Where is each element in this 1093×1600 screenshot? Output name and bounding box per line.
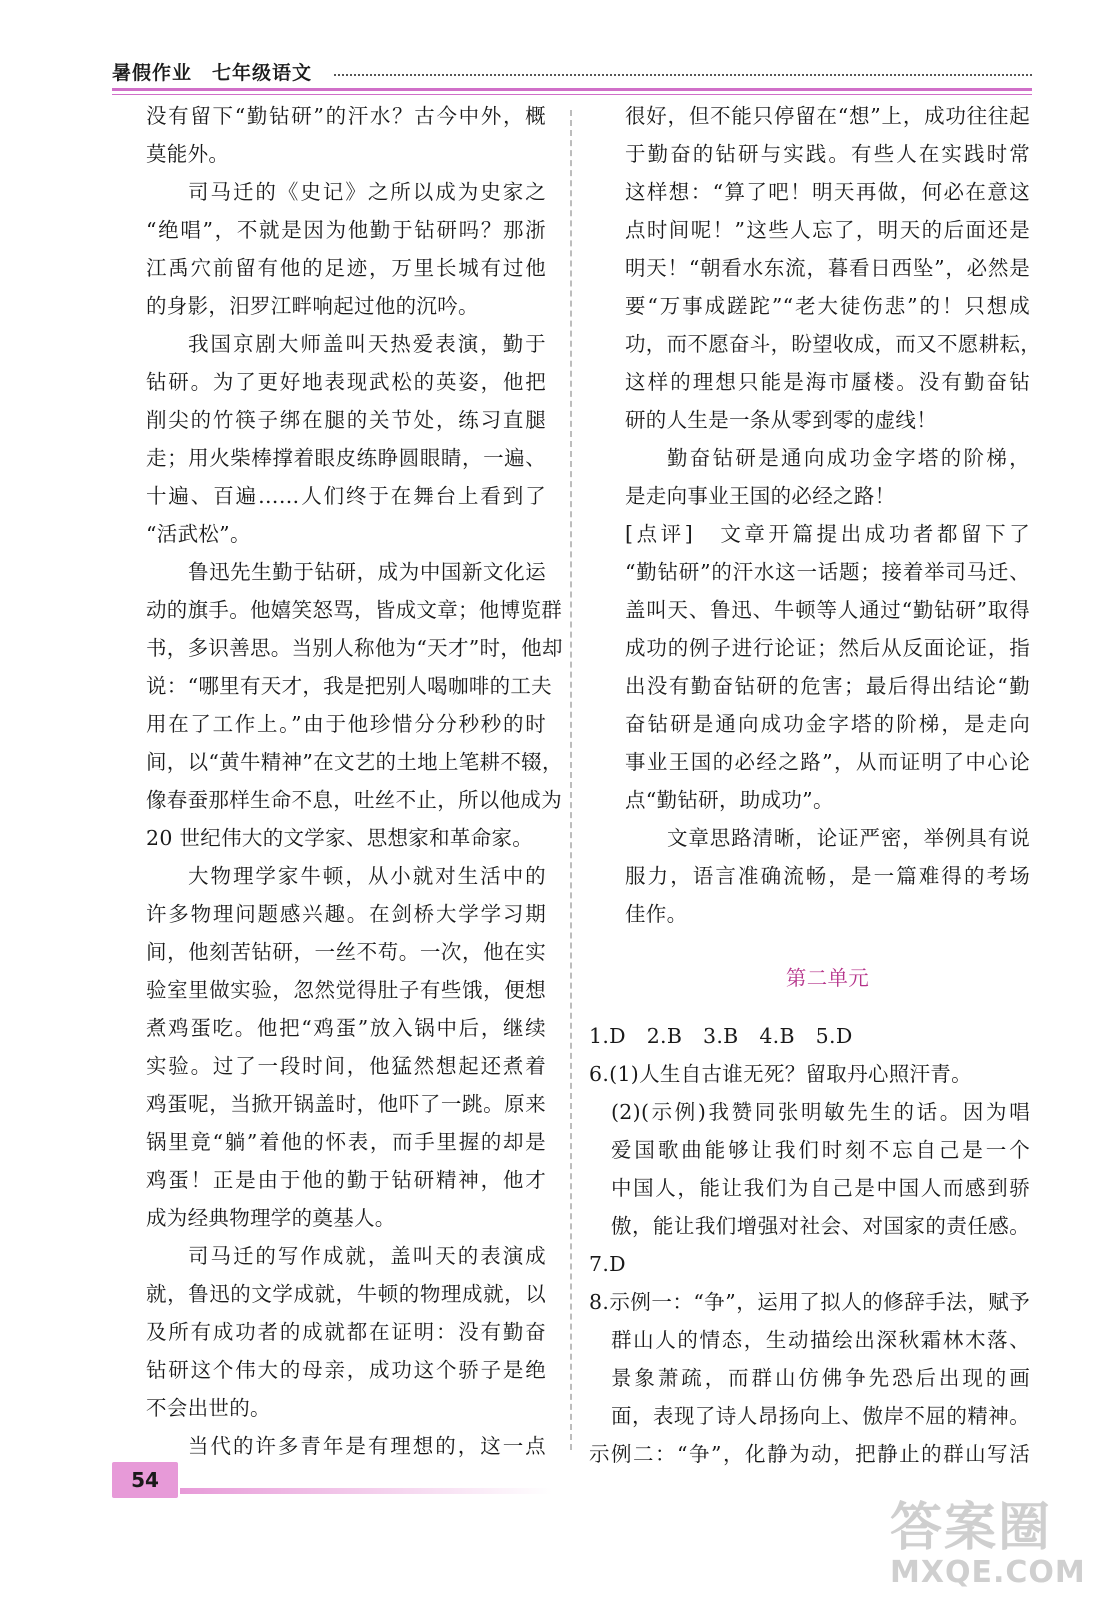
answer-line: 中国人，能让我们为自己是中国人而感到骄 xyxy=(611,1176,1030,1200)
comment-heading-line: [点评] 文章开篇提出成功者都留下了 xyxy=(625,522,1030,546)
text-line: 锅里竟“躺”着他的怀表，而手里握的却是 xyxy=(146,1130,546,1154)
text-line: 功，而不愿奋斗，盼望收成，而又不愿耕耘， xyxy=(625,332,1041,356)
text-line: 说：“哪里有天才，我是把别人喝咖啡的工夫 xyxy=(146,674,552,698)
left-column xyxy=(146,97,563,1465)
text-line: 间，以“黄牛精神”在文艺的土地上笔耕不辍， xyxy=(146,750,563,774)
answer-line: 爱国歌曲能够让我们时刻不忘自己是一个 xyxy=(611,1138,1030,1162)
text-line: 十遍、百遍……人们终于在舞台上看到了 xyxy=(146,484,546,508)
answer-line: 景象萧疏，而群山仿佛争先恐后出现的画 xyxy=(611,1366,1030,1390)
text-line: 鸡蛋呢，当掀开锅盖时，他吓了一跳。原来 xyxy=(146,1092,546,1116)
text-line: 事业王国的必经之路”，从而证明了中心论 xyxy=(625,750,1030,774)
text-line: 及所有成功者的成就都在证明：没有勤奋 xyxy=(146,1320,546,1344)
text-line: 动的旗手。他嬉笑怒骂，皆成文章；他博览群 xyxy=(146,598,562,622)
text-line: 是走向事业王国的必经之路！ xyxy=(625,484,896,508)
text-line: 用在了工作上。”由于他珍惜分分秒秒的时 xyxy=(146,712,546,736)
text-line: 成功的例子进行论证；然后从反面论证，指 xyxy=(625,636,1030,660)
watermark-logo: 答案圈 xyxy=(890,1498,1053,1558)
text-line: 书，多识善思。当别人称他为“天才”时，他却 xyxy=(146,636,563,660)
page-number: 54 xyxy=(112,1462,178,1498)
text-line: 鸡蛋！正是由于他的勤于钻研精神，他才 xyxy=(146,1168,546,1192)
text-line: 我国京剧大师盖叫天热爱表演，勤于 xyxy=(188,332,546,356)
watermark xyxy=(890,1498,1086,1595)
answer-list xyxy=(589,1017,1030,1473)
answer-line: 6.(1)人生自古谁无死？留取丹心照汗青。 xyxy=(589,1062,972,1086)
text-line: 文章思路清晰，论证严密，举例具有说 xyxy=(667,826,1030,850)
text-line: 钻研。为了更好地表现武松的英姿，他把 xyxy=(146,370,546,394)
header-dotted-rule xyxy=(334,74,1032,76)
text-line: 实验。过了一段时间，他猛然想起还煮着 xyxy=(146,1054,546,1078)
text-line: 点“勤钻研，助成功”。 xyxy=(625,788,834,812)
text-line: 钻研这个伟大的母亲，成功这个骄子是绝 xyxy=(146,1358,546,1382)
text-line: 成为经典物理学的奠基人。 xyxy=(146,1206,396,1230)
text-line: 奋钻研是通向成功金字塔的阶梯，是走向 xyxy=(625,712,1030,736)
text-line: 司马迁的《史记》之所以成为史家之 xyxy=(188,180,546,204)
page-header xyxy=(112,58,1032,88)
text-line: 盖叫天、鲁迅、牛顿等人通过“勤钻研”取得 xyxy=(625,598,1030,622)
footer-bar xyxy=(180,1488,552,1494)
answer-line: 8.示例一：“争”，运用了拟人的修辞手法，赋予 xyxy=(589,1290,1030,1314)
header-rule xyxy=(112,88,1032,91)
text-line: 这样的理想只能是海市蜃楼。没有勤奋钻 xyxy=(625,370,1030,394)
text-line: 许多物理问题感兴趣。在剑桥大学学习期 xyxy=(146,902,546,926)
text-line: 要“万事成蹉跎”“老大徒伤悲”的！只想成 xyxy=(625,294,1030,318)
header-rule-thin xyxy=(112,94,1032,95)
answer-line: 1.D 2.B 3.B 4.B 5.D xyxy=(589,1024,853,1048)
text-line: 20 世纪伟大的文学家、思想家和革命家。 xyxy=(146,826,534,850)
text-line: “勤钻研”的汗水这一话题；接着举司马迁、 xyxy=(625,560,1030,584)
text-line: 验室里做实验，忽然觉得肚子有些饿，便想 xyxy=(146,978,546,1002)
text-line: 走；用火柴棒撑着眼皮练睁圆眼睛，一遍、 xyxy=(146,446,546,470)
answer-line: 群山人的情态，生动描绘出深秋霜林木落、 xyxy=(611,1328,1030,1352)
text-line: 煮鸡蛋吃。他把“鸡蛋”放入锅中后，继续 xyxy=(146,1016,546,1040)
answer-line: 傲，能让我们增强对社会、对国家的责任感。 xyxy=(611,1214,1030,1238)
text-line: 莫能外。 xyxy=(146,142,230,166)
text-line: 像春蚕那样生命不息，吐丝不止，所以他成为 xyxy=(146,788,562,812)
text-line: 明天！“朝看水东流，暮看日西坠”，必然是 xyxy=(625,256,1030,280)
text-line: 就，鲁迅的文学成就，牛顿的物理成就，以 xyxy=(146,1282,546,1306)
text-line: 削尖的竹筷子绑在腿的关节处，练习直腿 xyxy=(146,408,546,432)
answer-line: 7.D xyxy=(589,1252,626,1276)
text-line: 很好，但不能只停留在“想”上，成功往往起 xyxy=(625,104,1030,128)
text-line: 间，他刻苦钻研，一丝不苟。一次，他在实 xyxy=(146,940,546,964)
text-line: 出没有勤奋钻研的危害；最后得出结论“勤 xyxy=(625,674,1030,698)
text-line: 的身影，汨罗江畔响起过他的沉吟。 xyxy=(146,294,479,318)
unit-title: 第二单元 xyxy=(785,966,870,990)
watermark-url: MXQE.COM xyxy=(890,1555,1086,1590)
text-line: 司马迁的写作成就，盖叫天的表演成 xyxy=(188,1244,546,1268)
answer-line: (2)(示例)我赞同张明敏先生的话。因为唱 xyxy=(611,1100,1030,1124)
answer-line: 示例二：“争”，化静为动，把静止的群山写活 xyxy=(589,1442,1030,1466)
page-footer xyxy=(112,1462,552,1498)
text-line: 江禹穴前留有他的足迹，万里长城有过他 xyxy=(146,256,546,280)
text-line: 鲁迅先生勤于钻研，成为中国新文化运 xyxy=(188,560,546,584)
text-line: 研的人生是一条从零到零的虚线！ xyxy=(625,408,937,432)
right-column xyxy=(589,97,1041,1473)
text-line: 这样想：“算了吧！明天再做，何必在意这 xyxy=(625,180,1030,204)
text-line: “活武松”。 xyxy=(146,522,251,546)
text-line: “绝唱”，不就是因为他勤于钻研吗？那浙 xyxy=(146,218,546,242)
text-line: 当代的许多青年是有理想的，这一点 xyxy=(188,1434,546,1458)
text-line: 于勤奋的钻研与实践。有些人在实践时常 xyxy=(625,142,1030,166)
text-line: 没有留下“勤钻研”的汗水？古今中外，概 xyxy=(146,104,546,128)
text-line: 服力，语言准确流畅，是一篇难得的考场 xyxy=(625,864,1030,888)
text-line: 大物理学家牛顿，从小就对生活中的 xyxy=(188,864,546,888)
answer-line: 面，表现了诗人昂扬向上、傲岸不屈的精神。 xyxy=(611,1404,1030,1428)
column-divider xyxy=(570,110,572,1450)
text-line: 勤奋钻研是通向成功金字塔的阶梯， xyxy=(667,446,1030,470)
text-line: 不会出世的。 xyxy=(146,1396,271,1420)
text-line: 佳作。 xyxy=(625,902,688,926)
header-title: 暑假作业 七年级语文 xyxy=(112,62,313,84)
text-line: 点时间呢！”这些人忘了，明天的后面还是 xyxy=(625,218,1030,242)
